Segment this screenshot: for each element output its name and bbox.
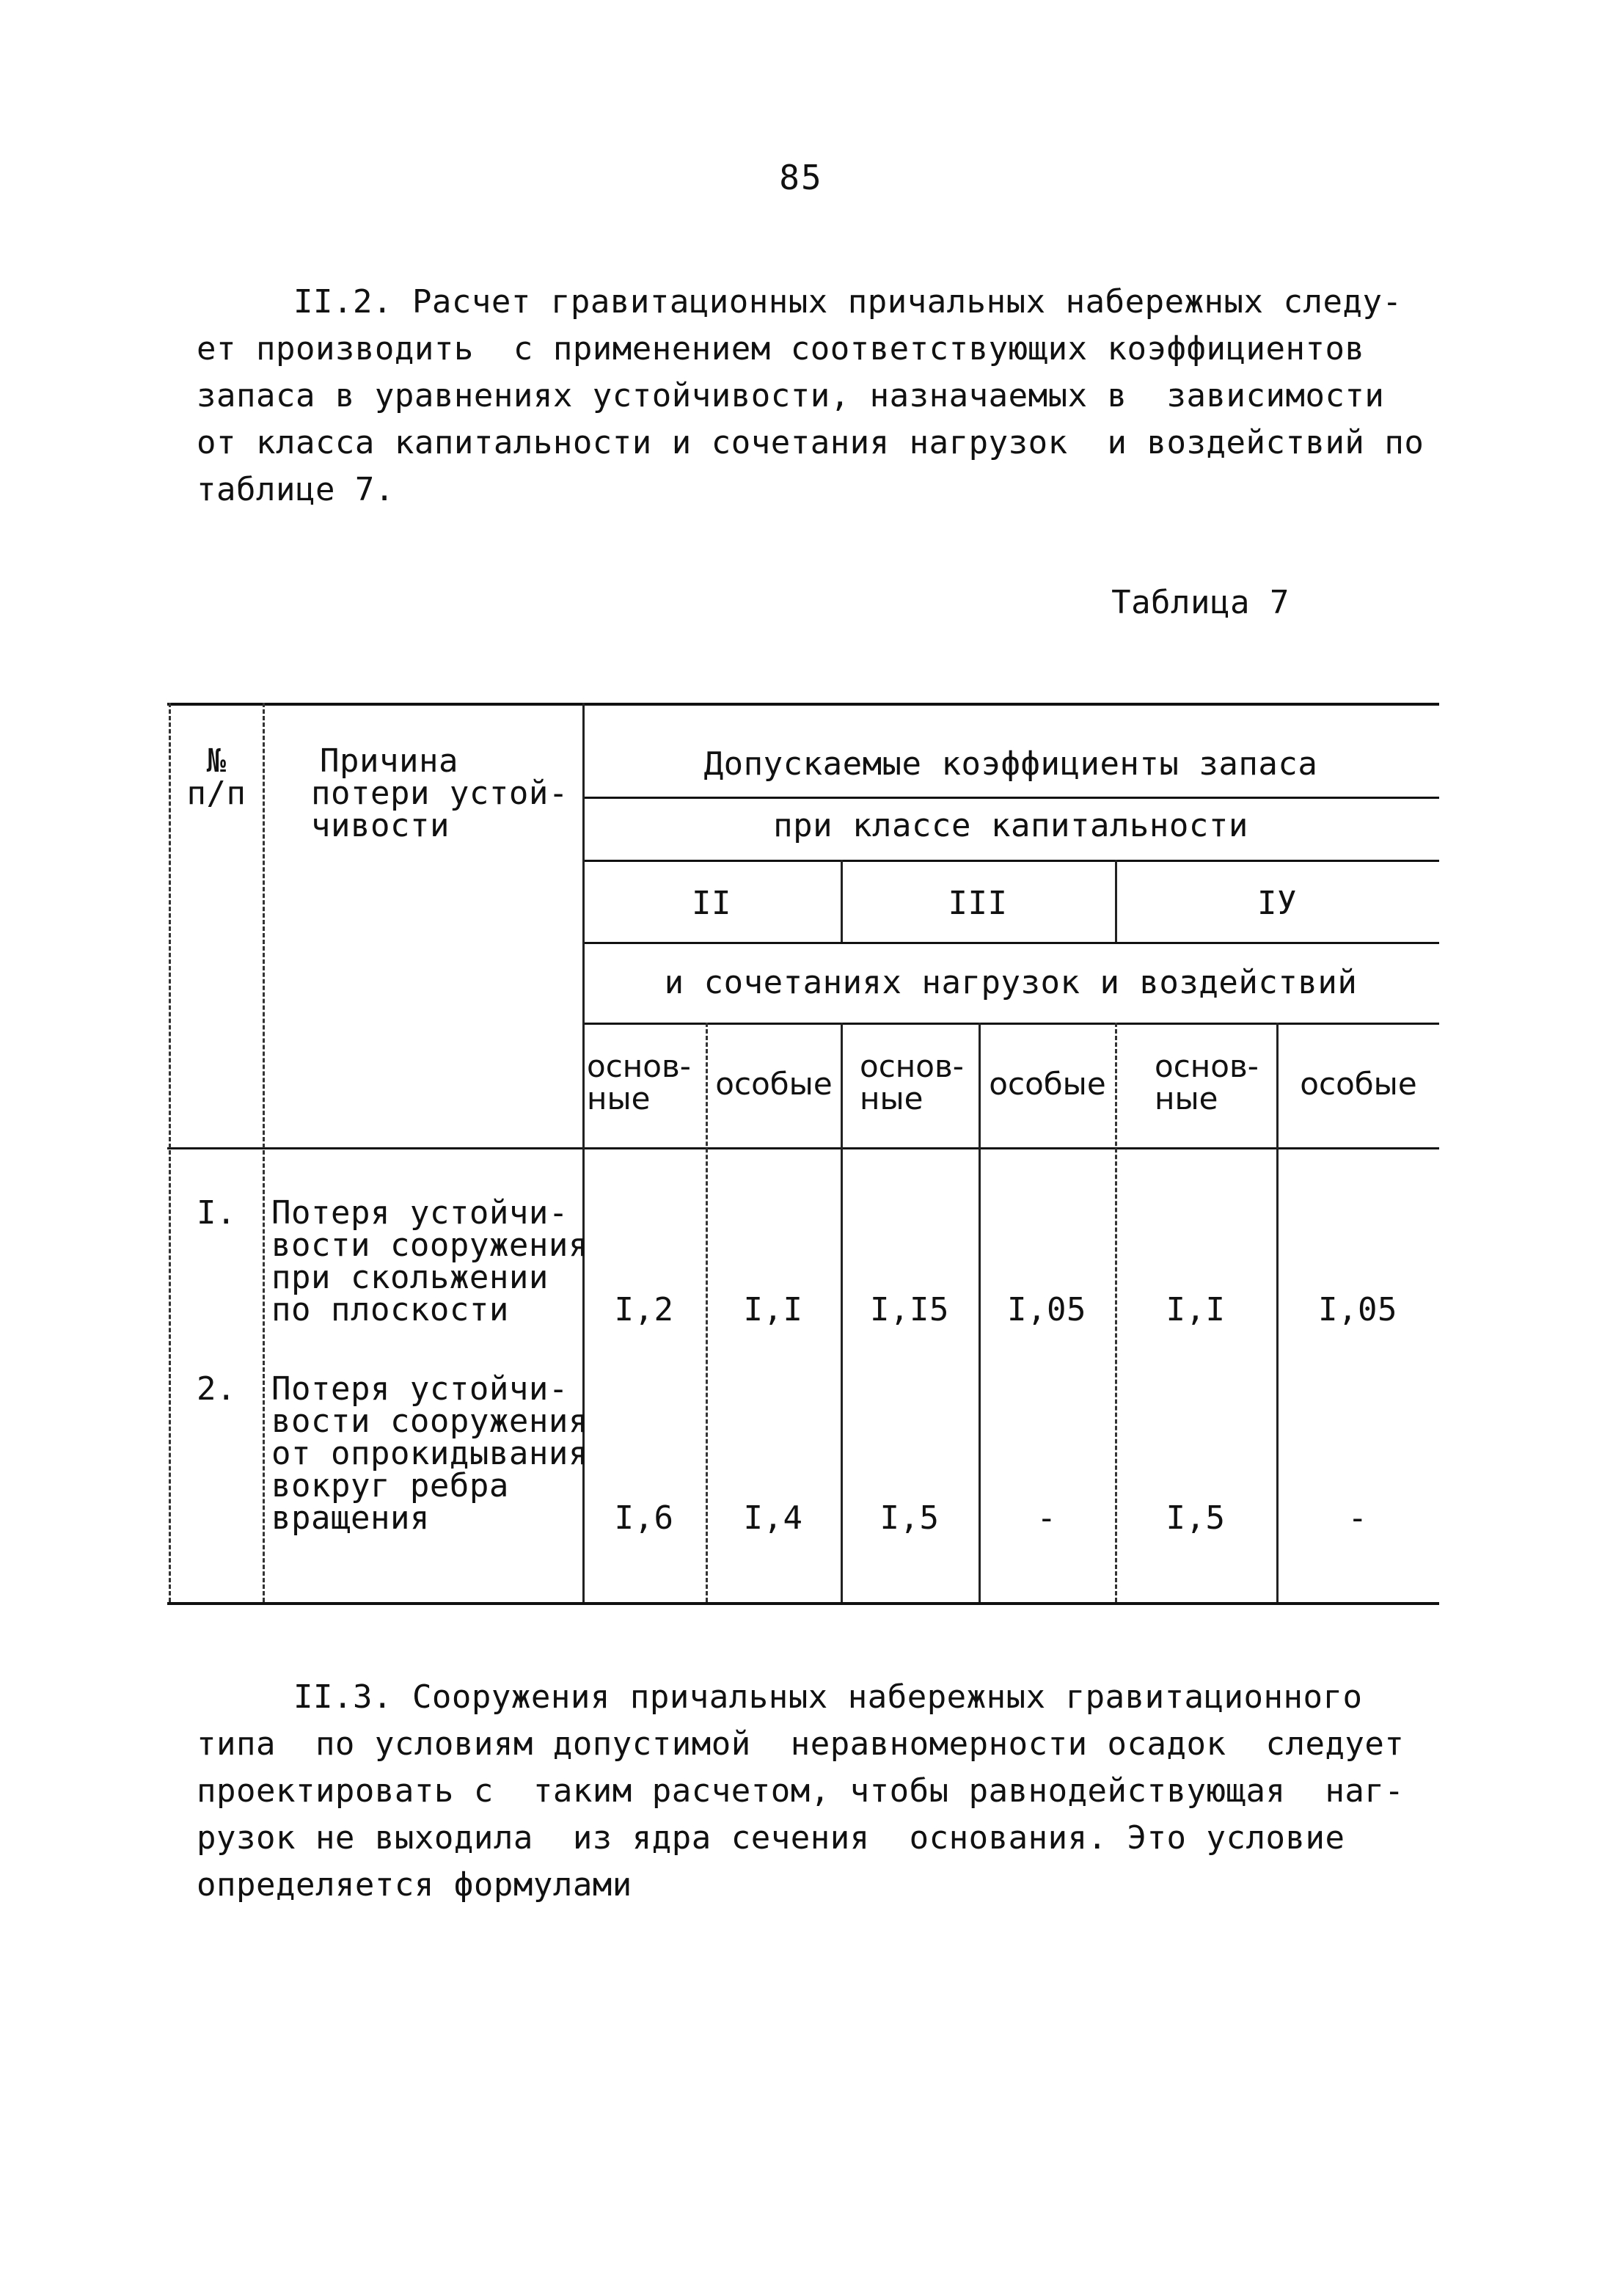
header-line: Причина xyxy=(320,742,458,780)
value-cell: I,5 xyxy=(879,1499,940,1537)
reason-line: по плоскости xyxy=(271,1291,509,1328)
table-bottom-rule xyxy=(167,1602,1439,1605)
class-label: III xyxy=(948,885,1008,922)
sub-header-line: основ- xyxy=(1155,1048,1259,1084)
paragraph-line: типа по условиям допустимой неравномерности осадок следует xyxy=(197,1725,1405,1763)
reason-line: при скольжении xyxy=(271,1259,549,1296)
sub-header-special: особые xyxy=(715,1066,833,1102)
paragraph-line: определяется формулами xyxy=(197,1866,632,1904)
row-number: I. xyxy=(197,1194,236,1232)
reason-line: Потеря устойчи- xyxy=(271,1370,568,1408)
col-num-header xyxy=(170,742,263,812)
table-rule xyxy=(582,1023,1439,1025)
paragraph-line: II.3. Сооружения причальных набережных гравитационного xyxy=(293,1678,1363,1716)
table-top-rule xyxy=(167,703,1439,706)
combination-header: и сочетаниях нагрузок и воздействий xyxy=(664,964,1358,1001)
reason-line: Потеря устойчи- xyxy=(271,1194,568,1232)
table-caption: Таблица 7 xyxy=(1111,584,1290,621)
class-label: II xyxy=(692,885,731,922)
reason-line: от опрокидывания xyxy=(271,1435,588,1472)
value-cell: I,I xyxy=(743,1291,803,1328)
row-number: 2. xyxy=(197,1370,236,1408)
class-header: при классе капитальности xyxy=(773,807,1248,844)
sub-header-line: основ- xyxy=(860,1048,964,1084)
sub-header-main xyxy=(860,1050,977,1115)
page-number: 85 xyxy=(779,158,823,197)
row-reason xyxy=(271,1370,588,1537)
sub-header-main xyxy=(1155,1050,1275,1115)
reason-line: вости сооружения xyxy=(271,1403,588,1440)
value-cell: I,2 xyxy=(614,1291,674,1328)
sub-header-main xyxy=(587,1050,704,1115)
sub-header-line: ные xyxy=(1155,1081,1218,1116)
paragraph-11-2 xyxy=(197,279,1436,513)
value-cell: - xyxy=(1036,1499,1057,1537)
header-line: потери устой- xyxy=(311,775,568,812)
value-cell: I,5 xyxy=(1166,1499,1226,1537)
paragraph-11-3 xyxy=(197,1674,1436,1909)
paragraph-line: проектировать с таким расчетом, чтобы равнодействующая наг- xyxy=(197,1772,1405,1810)
table-rule xyxy=(582,942,1439,944)
sub-header-special: особые xyxy=(989,1066,1106,1102)
paragraph-line: ет производить с применением соответствующих коэффициентов xyxy=(197,330,1365,368)
value-cell: I,05 xyxy=(1007,1291,1086,1328)
sub-header-line: ные xyxy=(860,1081,923,1116)
table-border-left xyxy=(169,703,171,1602)
paragraph-line: запаса в уравнениях устойчивости, назначаемых в зависимости xyxy=(197,377,1385,414)
value-cell: I,6 xyxy=(614,1499,674,1537)
header-line: чивости xyxy=(311,807,450,844)
paragraph-line: рузок не выходила из ядра сечения основания. Это условие xyxy=(197,1819,1345,1857)
value-cell: - xyxy=(1347,1499,1368,1537)
col-reason-header xyxy=(311,742,575,844)
paragraph-line: таблице 7. xyxy=(197,471,395,508)
table-column-divider xyxy=(263,703,265,1602)
paragraph-line: от класса капитальности и сочетания нагрузок и воздействий по xyxy=(197,424,1424,461)
value-cell: I,I xyxy=(1166,1291,1226,1328)
sub-header-line: ные xyxy=(587,1081,651,1116)
value-cell: I,4 xyxy=(743,1499,803,1537)
row-reason xyxy=(271,1194,588,1328)
group-header: Допускаемые коэффициенты запаса xyxy=(703,745,1318,783)
table-header-bottom-rule xyxy=(167,1147,1439,1149)
table-rule xyxy=(582,860,1439,862)
class-label: IУ xyxy=(1257,885,1297,922)
reason-line: вращения xyxy=(271,1499,430,1537)
sub-header-line: основ- xyxy=(587,1048,691,1084)
value-cell: I,I5 xyxy=(870,1291,949,1328)
reason-line: вости сооружения xyxy=(271,1226,588,1264)
sub-header-special: особые xyxy=(1300,1066,1417,1102)
value-cell: I,05 xyxy=(1318,1291,1397,1328)
header-line: п/п xyxy=(186,775,246,812)
table-7 xyxy=(167,703,1439,1605)
paragraph-line: II.2. Расчет гравитационных причальных набережных следу- xyxy=(293,283,1402,321)
header-line: № xyxy=(206,742,227,780)
table-rule xyxy=(582,797,1439,799)
reason-line: вокруг ребра xyxy=(271,1467,509,1505)
